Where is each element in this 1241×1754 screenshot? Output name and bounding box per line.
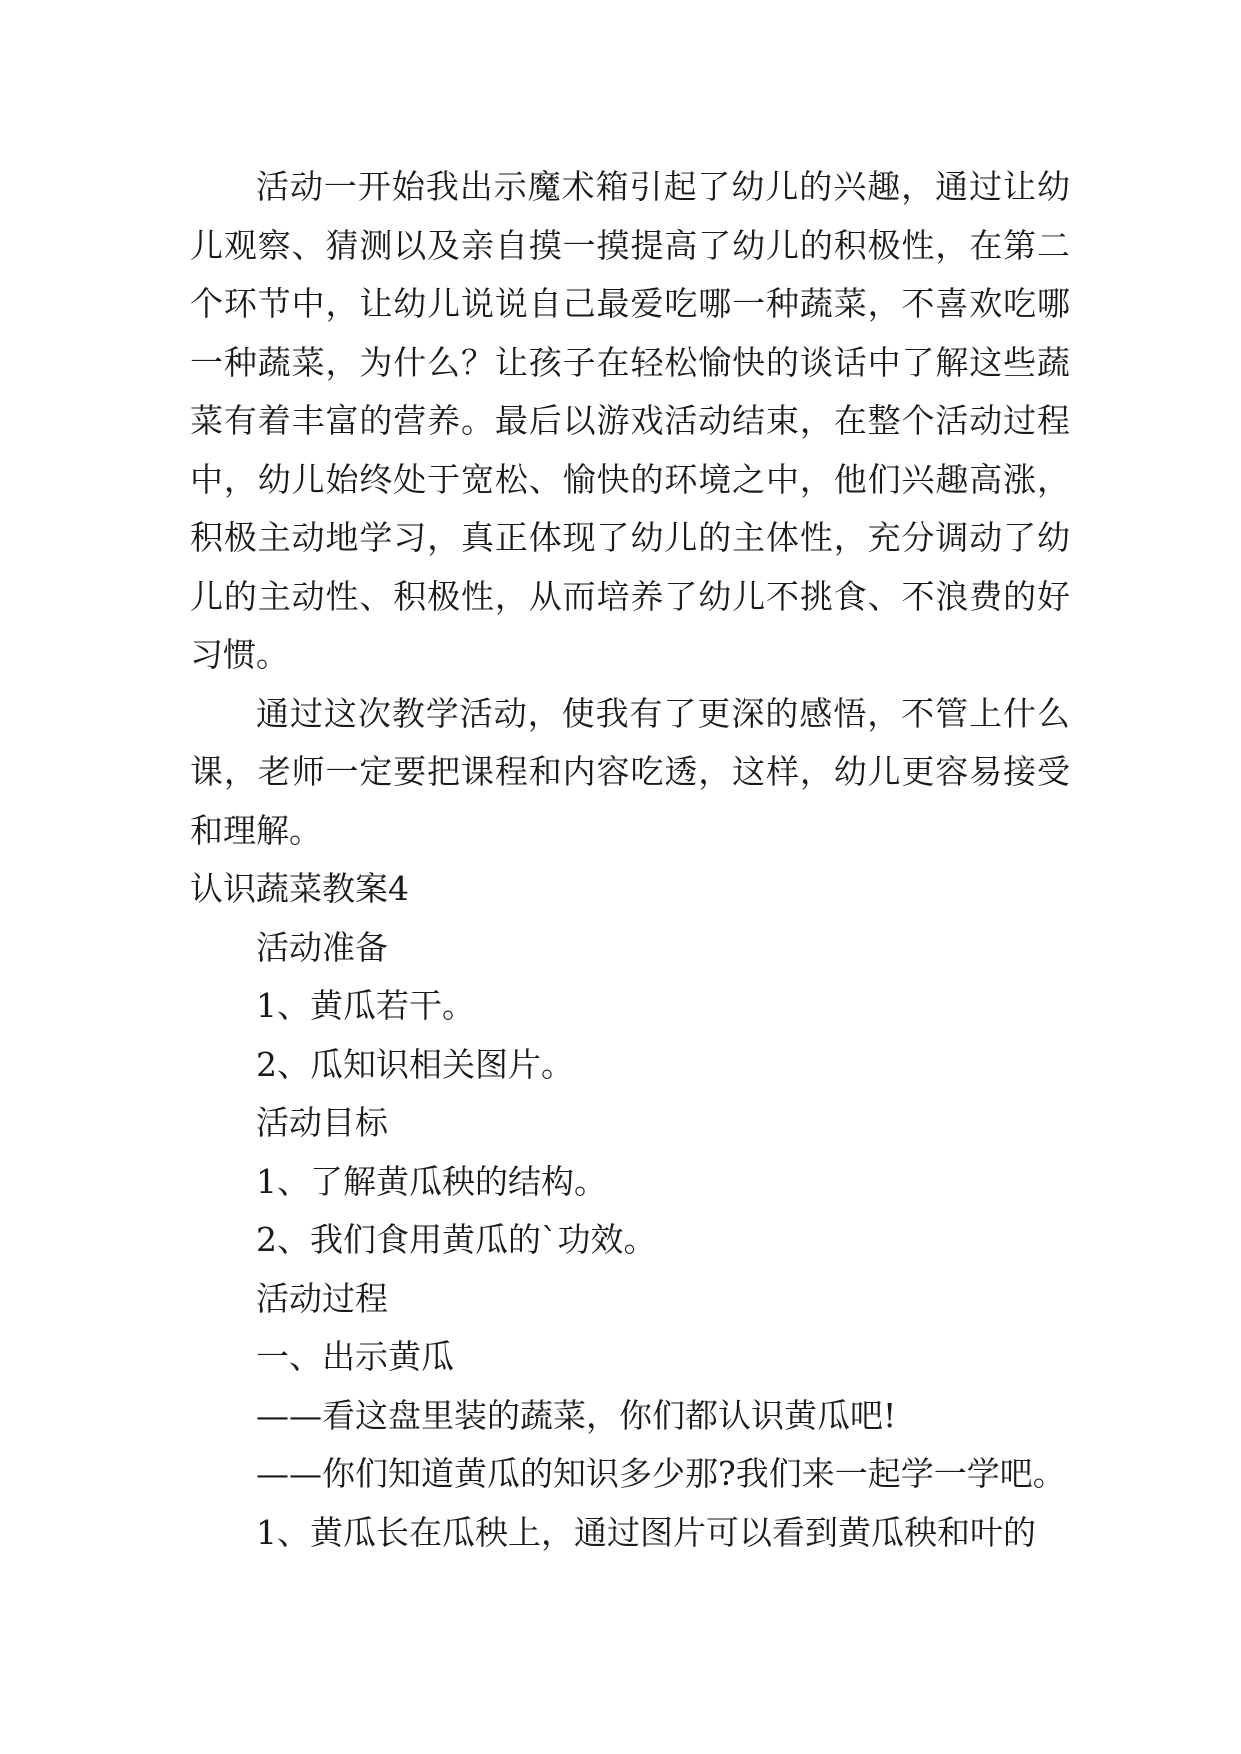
prep-item-1: 1、黄瓜若干。 (256, 986, 475, 1025)
goal-heading: 活动目标 (256, 1103, 388, 1142)
insight-paragraph: 通过这次教学活动，使我有了更深的感悟，不管上什么课，老师一定要把课程和内容吃透，这样，幼儿更容易接受和理解。 (190, 693, 1070, 850)
prep-item-2: 2、瓜知识相关图片。 (256, 1044, 574, 1084)
dialog-line-2: ——你们知道黄瓜的知识多少那?我们来一起学一学吧。 (256, 1454, 1066, 1493)
document-body (190, 158, 1070, 1562)
goal-item-1: 1、了解黄瓜秧的结构。 (256, 1161, 607, 1201)
prep-heading: 活动准备 (256, 927, 388, 967)
dialog-line-1: ——看这盘里装的蔬菜，你们都认识黄瓜吧! (256, 1395, 897, 1435)
reflection-paragraph: 活动一开始我出示魔术箱引起了幼儿的兴趣，通过让幼儿观察、猜测以及亲自摸一摸提高了幼儿的积极性，在第二个环节中，让幼儿说说自己最爱吃哪一种蔬菜，不喜欢吃哪一种蔬菜，为什么？让孩子在轻松愉快的谈话中了解这些蔬菜有着丰富的营养。最后以游戏活动结束，在整个活动过程中，幼儿始终处于宽松、愉快的环境之中，他们兴趣高涨，积极主动地学习，真正体现了幼儿的主体性，充分调动了幼儿的主动性、积极性，从而培养了幼儿不挑食、不浪费的好习惯。 (190, 167, 1070, 674)
process-step-1: 一、出示黄瓜 (256, 1337, 454, 1376)
process-item-1: 1、黄瓜长在瓜秧上，通过图片可以看到黄瓜秧和叶的 (256, 1512, 1036, 1552)
goal-item-2: 2、我们食用黄瓜的`功效。 (256, 1220, 657, 1259)
section-title: 认识蔬菜教案4 (190, 869, 409, 908)
process-heading: 活动过程 (256, 1278, 388, 1318)
